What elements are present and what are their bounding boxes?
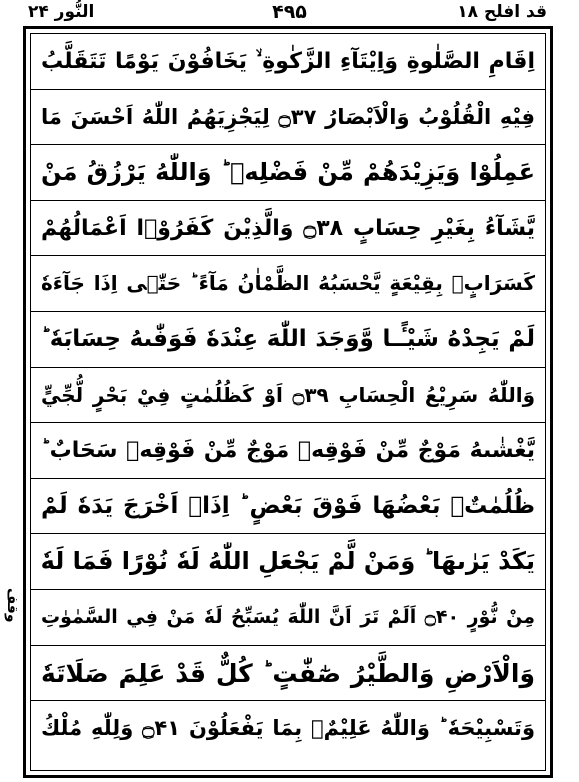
page-number: ۴۹۵ [272, 1, 307, 23]
page-frame [23, 26, 553, 778]
verse-line [31, 479, 545, 535]
text-area [30, 33, 546, 771]
verse-line [31, 256, 545, 312]
verse-line [31, 590, 545, 646]
verse-line [31, 534, 545, 590]
verse-line [31, 423, 545, 479]
margin-note: وقف [4, 588, 20, 623]
verse-line [31, 646, 545, 702]
verse-line-text: لَمْ يَجِدْهُ شَيْـًٔـا وَّوَجَدَ اللّٰهَ عِنْدَهٗ فَوَفّٰىهُ حِسَابَهٗ ؕ [41, 326, 535, 352]
verse-line-text: ظُلُمٰتٌۢ بَعْضُهَا فَوْقَ بَعْضٍ ؕ اِذَاۤ اَخْرَجَ يَدَهٗ لَمْ [41, 492, 535, 519]
verse-line [31, 368, 545, 424]
verse-line-text: فِيْهِ الْقُلُوْبُ وَالْاَبْصَارُ ۝۳۷ لِيَجْزِيَهُمُ اللّٰهُ اَحْسَنَ مَا [41, 104, 535, 129]
verse-line [31, 34, 545, 90]
verse-line-text: مِنْ نُّوْرٍ ۝۴۰ اَلَمْ تَرَ اَنَّ اللّٰهَ يُسَبِّحُ لَهٗ مَنْ فِي السَّمٰوٰتِ [41, 606, 535, 628]
verse-line-text: كَسَرَابٍۢ بِقِيْعَةٍ يَّحْسَبُهُ الظَّمْاٰنُ مَآءً ؕ حَتّٰۤى اِذَا جَآءَهٗ [41, 271, 535, 296]
verse-line [31, 145, 545, 201]
verse-line-text: اِقَامِ الصَّلٰوةِ وَاِيْتَآءِ الزَّكٰوةِ ۙ يَخَافُوْنَ يَوْمًا تَتَقَلَّبُ [41, 49, 535, 74]
verse-line-text: عَمِلُوْا وَيَزِيْدَهُمْ مِّنْ فَضْلِهٖ ؕ وَاللّٰهُ يَرْزُقُ مَنْ [41, 158, 535, 187]
verse-line-text: وَتَسْبِيْحَهٗ ؕ وَاللّٰهُ عَلِيْمٌۢ بِمَا يَفْعَلُوْنَ ۝۴۱ وَلِلّٰهِ مُلْكُ [41, 716, 535, 741]
verse-line-text: وَاللّٰهُ سَرِيْعُ الْحِسَابِ ۝۳۹ اَوْ كَظُلُمٰتٍ فِيْ بَحْرٍ لُّجِّيٍّ [41, 382, 535, 407]
verse-line [31, 201, 545, 257]
verse-line-text: وَالْاَرْضِ وَالطَّيْرُ صٰٓفّٰتٍ ؕ كُلٌّ قَدْ عَلِمَ صَلَاتَهٗ [41, 658, 535, 688]
verse-line-text: يَّشَآءُ بِغَيْرِ حِسَابٍ ۝۳۸ وَالَّذِيْنَ كَفَرُوْۤا اَعْمَالُهُمْ [41, 215, 535, 241]
verse-line-text: يَّغْشٰىهُ مَوْجٌ مِّنْ فَوْقِهٖ مَوْجٌ مِّنْ فَوْقِهٖ سَحَابٌ ؕ [41, 438, 535, 464]
verse-line [31, 312, 545, 368]
verse-line [31, 90, 545, 146]
verse-line [31, 701, 545, 757]
page-header [0, 0, 579, 26]
surah-name: النُّور ۲۴ [28, 2, 95, 22]
verse-line-text: يَكَدْ يَرٰىهَا ؕ وَمَنْ لَّمْ يَجْعَلِ اللّٰهُ لَهٗ نُوْرًا فَمَا لَهٗ [41, 547, 535, 576]
juz-name: قد افلح ۱۸ [457, 2, 547, 22]
